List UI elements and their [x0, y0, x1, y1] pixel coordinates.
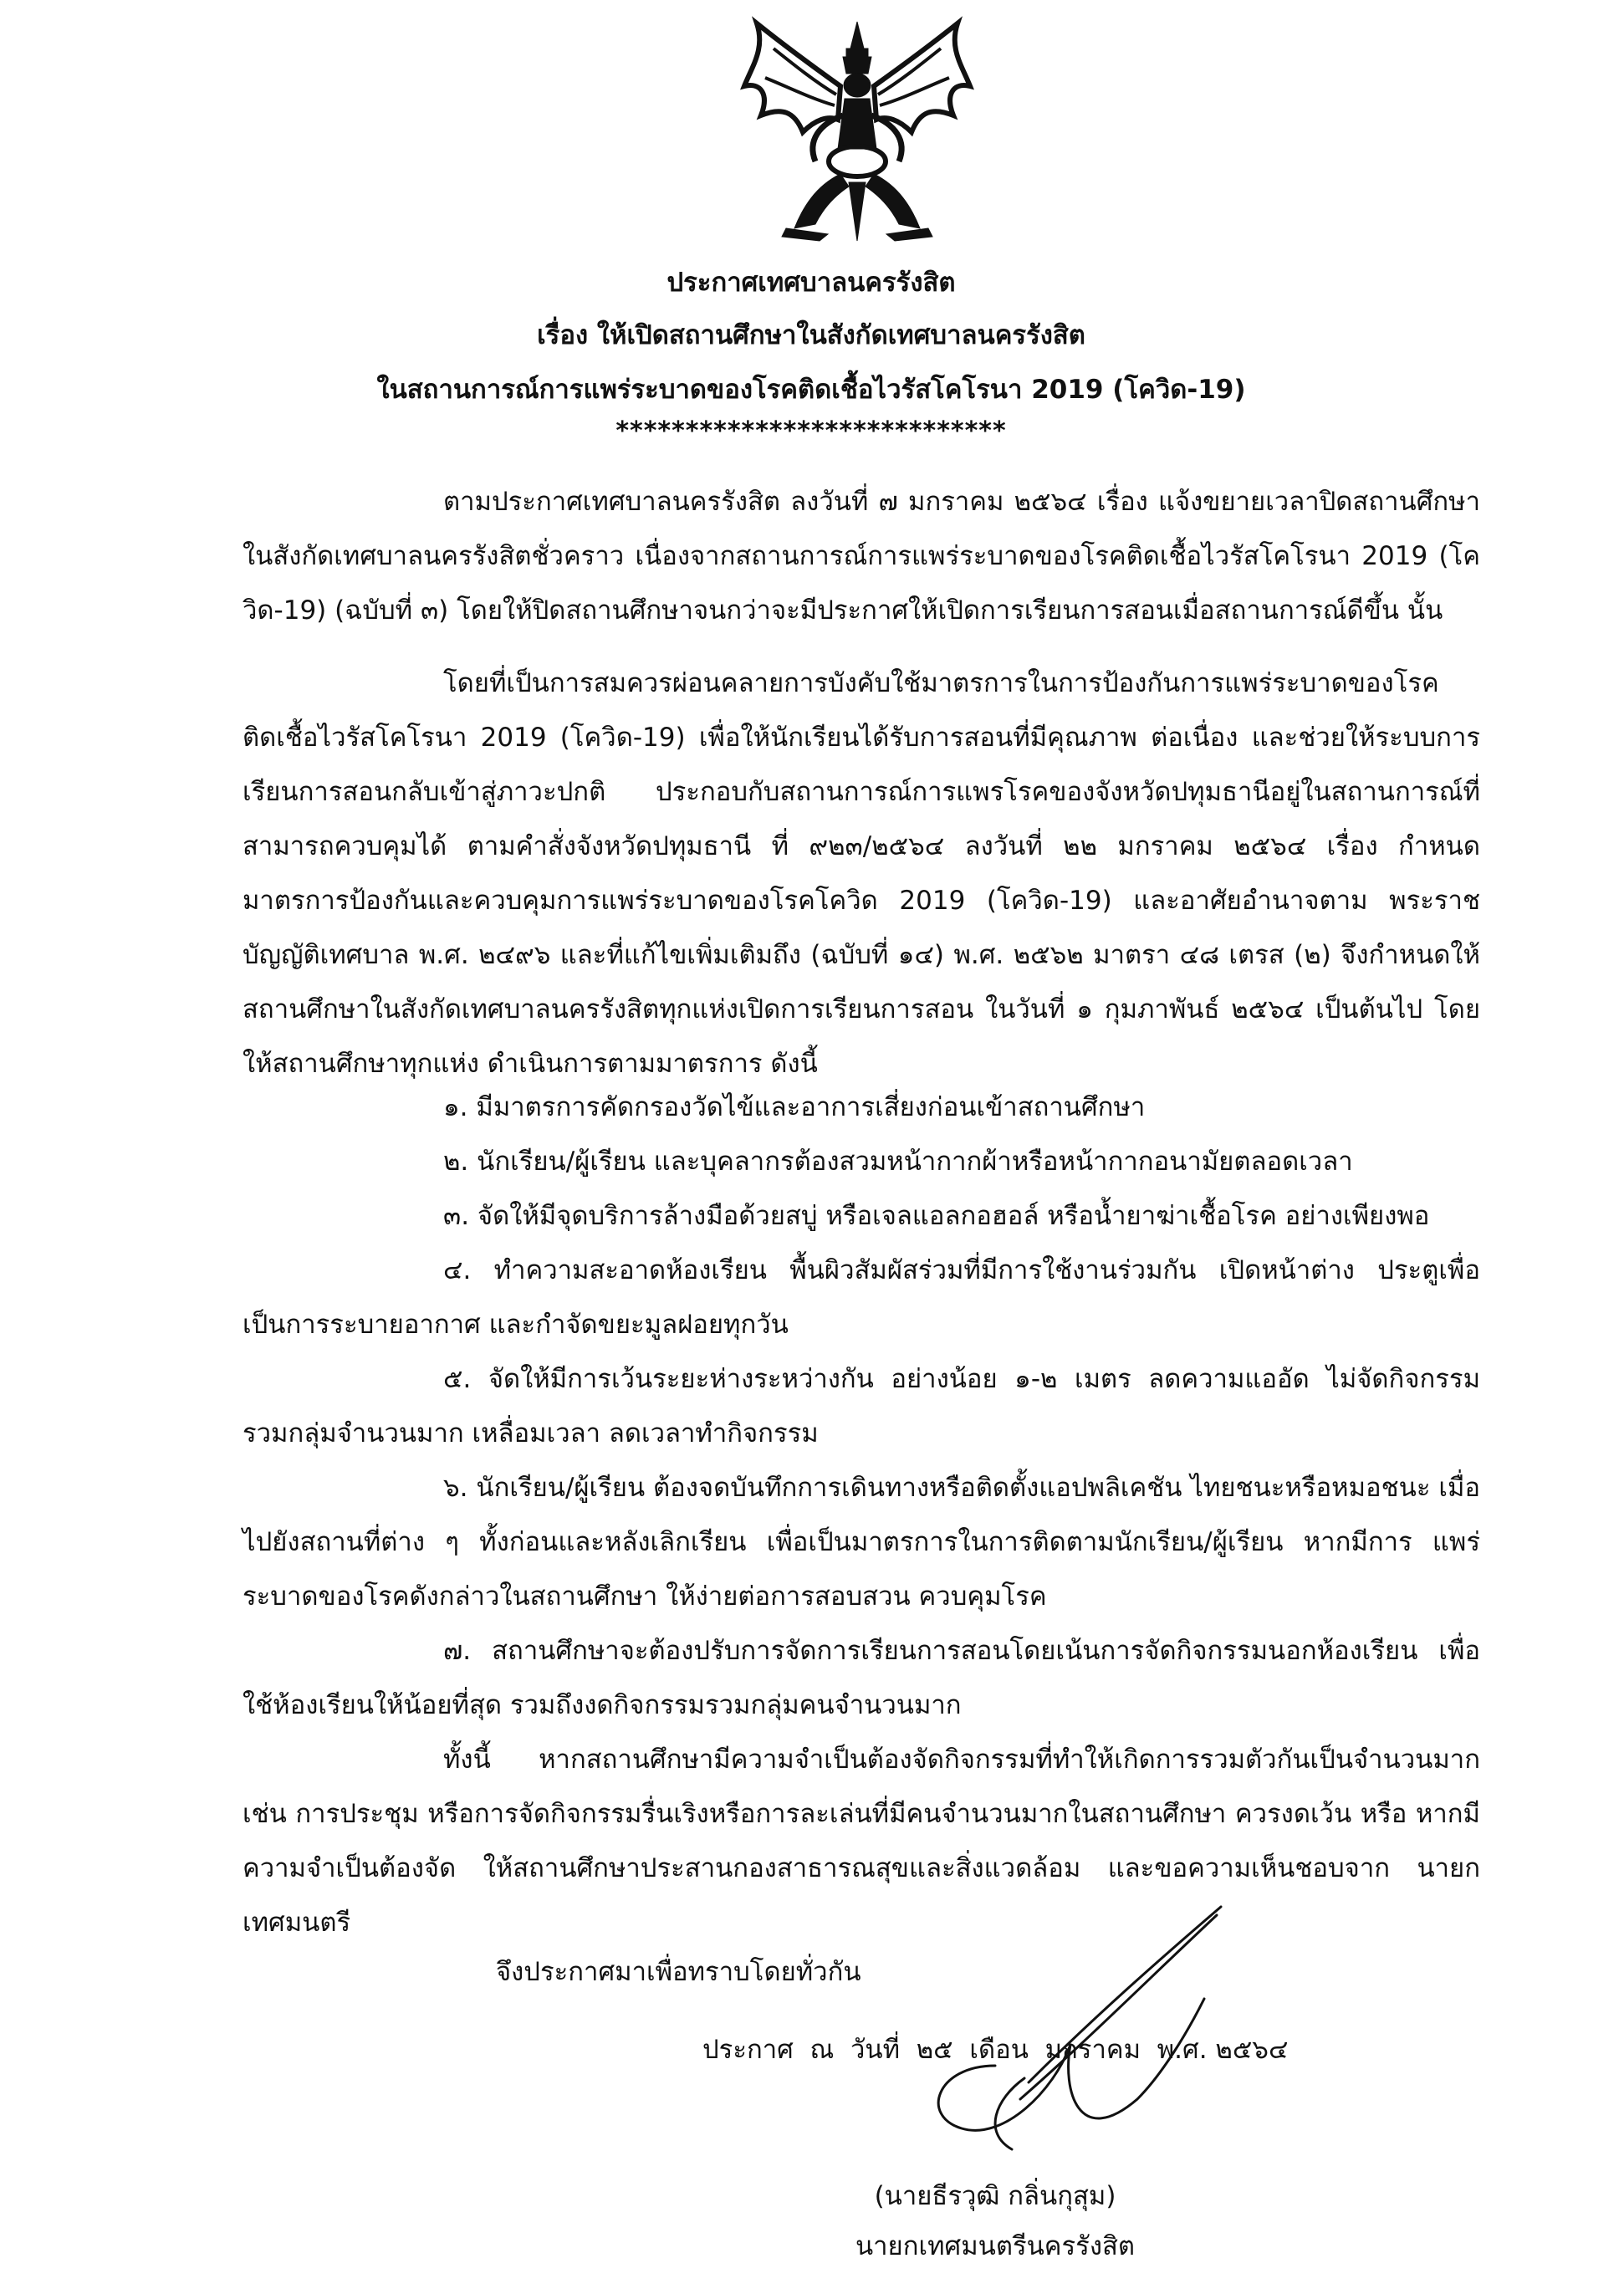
signer-title: นายกเทศมนตรีนครรังสิต [855, 2231, 1136, 2261]
separator-stars: **************************** [615, 416, 1007, 446]
body-paragraph-3: ทั้งนี้ หากสถานศึกษามีความจำเป็นต้องจัดกิจกรรมที่ทำให้เกิดการรวมตัวกันเป็นจำนวนมาก เช่น การประชุม หรือการจัดกิจกรรมรื่นเริงหรือการละเล่นที่มีคนจำนวนมากในสถานศึกษา ควรงดเว้น หรือ หากมีความจำเป็นต้องจัด ให้สถานศึกษาประสานกองสาธารณสุขและสิ่งแวดล้อม และขอความเห็นชอบจาก นายกเทศมนตรี [243, 1745, 1480, 1938]
announcement-title: ประกาศเทศบาลนครรังสิต [666, 268, 956, 298]
signer-name: (นายธีรวุฒิ กลิ่นกุสุม) [874, 2181, 1116, 2211]
announcement-date: ประกาศ ณ วันที่ ๒๕ เดือน มกราคม พ.ศ. ๒๕๖๔ [702, 2035, 1289, 2065]
closing-statement: จึงประกาศมาเพื่อทราบโดยทั่วกัน [496, 1957, 861, 1987]
measure-item: ๔. ทำความสะอาดห้องเรียน พื้นผิวสัมผัสร่วมที่มีการใช้งานร่วมกัน เปิดหน้าต่าง ประตูเพื่อ เป็นการระบายอากาศ และกำจัดขยะมูลฝอยทุกวัน [243, 1255, 1480, 1340]
body-paragraph-1: ตามประกาศเทศบาลนครรังสิต ลงวันที่ ๗ มกราคม ๒๕๖๔ เรื่อง แจ้งขยายเวลาปิดสถานศึกษา ในสังกัดเทศบาลนครรังสิตชั่วคราว เนื่องจากสถานการณ์การแพร่ระบาดของโรคติดเชื้อไวรัสโคโรนา 2019 (โควิด-19) (ฉบับที่ ๓) โดยให้ปิดสถานศึกษาจนกว่าจะมีประกาศให้เปิดการเรียนการสอนเมื่อสถานการณ์ดีขึ้น นั้น [243, 487, 1480, 626]
announcement-subject: เรื่อง ให้เปิดสถานศึกษาในสังกัดเทศบาลนครรังสิต [537, 320, 1085, 350]
measure-item: ๓. จัดให้มีจุดบริการล้างมือด้วยสบู่ หรือเจลแอลกอฮอล์ หรือน้ำยาฆ่าเชื้อโรค อย่างเพียงพอ [443, 1201, 1430, 1231]
body-paragraph-2: โดยที่เป็นการสมควรผ่อนคลายการบังคับใช้มาตรการในการป้องกันการแพร่ระบาดของโรค ติดเชื้อไวรัสโคโรนา 2019 (โควิด-19) เพื่อให้นักเรียนได้รับการสอนที่มีคุณภาพ ต่อเนื่อง และช่วยให้ระบบการ เรียนการสอนกลับเข้าสู่ภาวะปกติ ประกอบกับสถานการณ์การแพรโรคของจังหวัดปทุมธานีอยู่ในสถานการณ์ที่ สามารถควบคุมได้ ตามคำสั่งจังหวัดปทุมธานี ที่ ๙๒๓/๒๕๖๔ ลงวันที่ ๒๒ มกราคม ๒๕๖๔ เรื่อง กำหนด มาตรการป้องกันและควบคุมการแพร่ระบาดของโรคโควิด 2019 (โควิด-19) และอาศัยอำนาจตาม พระราชบัญญัติเทศบาล พ.ศ. ๒๔๙๖ และที่แก้ไขเพิ่มเติมถึง (ฉบับที่ ๑๔) พ.ศ. ๒๕๖๒ มาตรา ๔๘ เตรส (๒) จึงกำหนดให้สถานศึกษาในสังกัดเทศบาลนครรังสิตทุกแห่งเปิดการเรียนการสอน ในวันที่ ๑ กุมภาพันธ์ ๒๕๖๔ เป็นต้นไป โดยให้สถานศึกษาทุกแห่ง ดำเนินการตามมาตรการ ดังนี้ [243, 668, 1480, 1079]
handwritten-signature [886, 1898, 1238, 2174]
announcement-subject-line2: ในสถานการณ์การแพร่ระบาดของโรคติดเชื้อไวรัสโคโรนา 2019 (โควิด-19) [376, 375, 1246, 405]
measure-item: ๑. มีมาตรการคัดกรองวัดไข้และอาการเสี่ยงก่อนเข้าสถานศึกษา [443, 1092, 1146, 1122]
measure-item: ๖. นักเรียน/ผู้เรียน ต้องจดบันทึกการเดินทางหรือติดตั้งแอปพลิเคชัน ไทยชนะหรือหมอชนะ เมื่อไปยังสถานที่ต่าง ๆ ทั้งก่อนและหลังเลิกเรียน เพื่อเป็นมาตรการในการติดตามนักเรียน/ผู้เรียน หากมีการ แพร่ระบาดของโรคดังกล่าวในสถานศึกษา ให้ง่ายต่อการสอบสวน ควบคุมโรค [243, 1473, 1480, 1612]
measure-item: ๗. สถานศึกษาจะต้องปรับการจัดการเรียนการสอนโดยเน้นการจัดกิจกรรมนอกห้องเรียน เพื่อใช้ห้องเรียนให้น้อยที่สุด รวมถึงงดกิจกรรมรวมกลุ่มคนจำนวนมาก [243, 1636, 1480, 1720]
measure-item: ๕. จัดให้มีการเว้นระยะห่างระหว่างกัน อย่างน้อย ๑-๒ เมตร ลดความแออัด ไม่จัดกิจกรรม รวมกลุ่มจำนวนมาก เหลื่อมเวลา ลดเวลาทำกิจกรรม [243, 1364, 1480, 1448]
measure-item: ๒. นักเรียน/ผู้เรียน และบุคลากรต้องสวมหน้ากากผ้าหรือหน้ากากอนามัยตลอดเวลา [443, 1147, 1353, 1177]
garuda-emblem-icon [736, 15, 978, 245]
